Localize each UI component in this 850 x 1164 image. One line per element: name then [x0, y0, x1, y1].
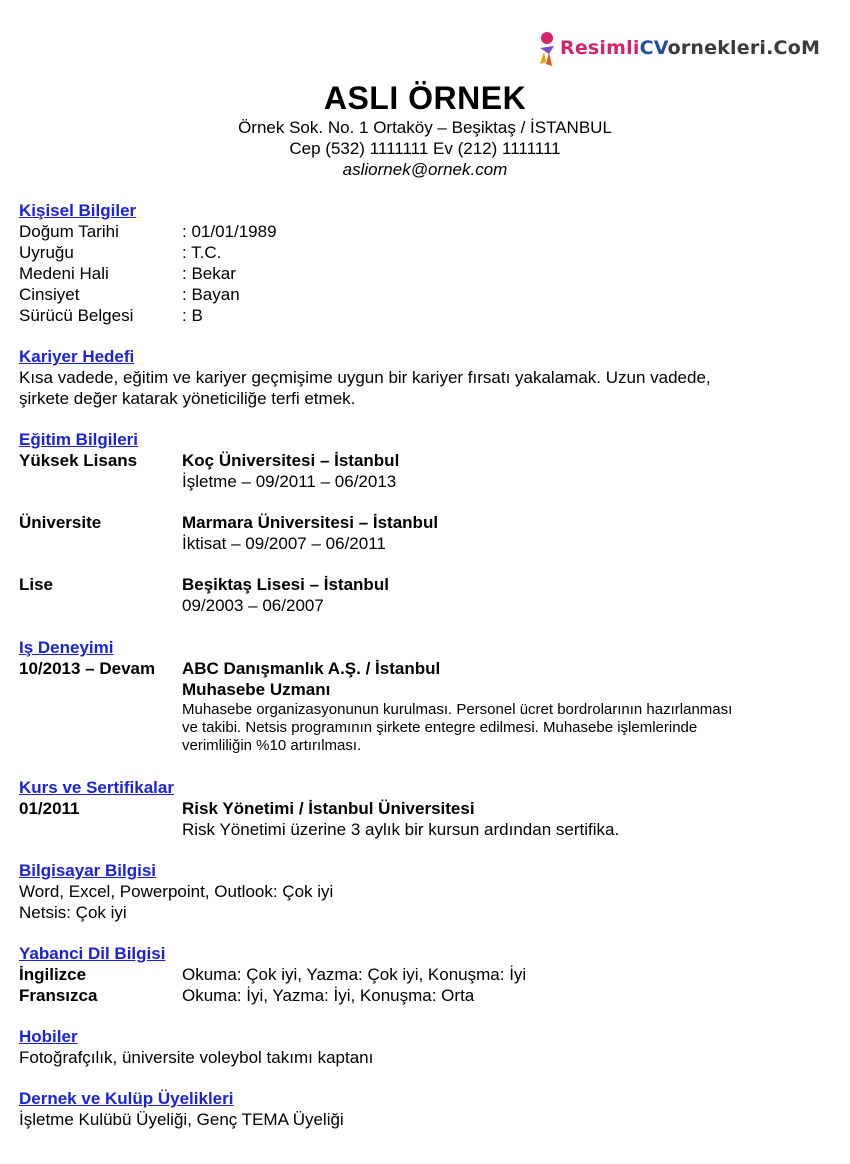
personal-label: Uyruğu	[19, 243, 74, 262]
education-detail: İşletme – 09/2011 – 06/2013	[182, 472, 397, 491]
section-career-title: Kariyer Hedefi	[19, 347, 135, 366]
section-personal-title: Kişisel Bilgiler	[19, 201, 137, 220]
education-detail: 09/2003 – 06/2007	[182, 596, 324, 615]
site-logo	[536, 24, 820, 72]
phone-numbers: Cep (532) 1111111 Ev (212) 1111111	[289, 139, 561, 158]
education-detail: İktisat – 09/2007 – 06/2011	[182, 534, 386, 553]
section-computer-title: Bilgisayar Bilgisi	[19, 861, 156, 880]
personal-label: Cinsiyet	[19, 285, 80, 304]
experience-role: Muhasebe Uzmanı	[182, 680, 331, 699]
education-level: Üniversite	[19, 513, 102, 532]
address: Örnek Sok. No. 1 Ortaköy – Beşiktaş / İSTANBUL	[238, 118, 612, 137]
section-education-title: Eğitim Bilgileri	[19, 430, 139, 449]
course-date: 01/2011	[19, 799, 80, 818]
section-courses-title: Kurs ve Sertifikalar	[19, 778, 174, 797]
education-level: Lise	[19, 575, 54, 594]
experience-description: Muhasebe organizasyonunun kurulması. Personel ücret bordrolarının hazırlanması	[182, 701, 733, 718]
education-school: Beşiktaş Lisesi – İstanbul	[182, 575, 389, 594]
language-level: Okuma: İyi, Yazma: İyi, Konuşma: Orta	[182, 986, 475, 1005]
education-school: Marmara Üniversitesi – İstanbul	[182, 513, 439, 532]
personal-value: : T.C.	[182, 243, 222, 262]
figure-icon	[536, 24, 562, 72]
section-languages-title: Yabanci Dil Bilgisi	[19, 944, 166, 963]
education-level: Yüksek Lisans	[19, 451, 138, 470]
personal-label: Doğum Tarihi	[19, 222, 119, 241]
experience-description: verimliliğin %10 artırılması.	[182, 737, 362, 754]
education-school: Koç Üniversitesi – İstanbul	[182, 451, 400, 470]
career-text: Kısa vadede, eğitim ve kariyer geçmişime uygun bir kariyer fırsatı yakalamak. Uzun vadede,	[19, 368, 711, 387]
personal-value: : Bayan	[182, 285, 240, 304]
experience-description: ve takibi. Netsis programının şirkete entegre edilmesi. Muhasebe işlemlerinde	[182, 719, 698, 736]
personal-label: Medeni Hali	[19, 264, 109, 283]
computer-skill: Word, Excel, Powerpoint, Outlook: Çok iyi	[19, 882, 334, 901]
logo-text: ResimliCVornekleri.CoM	[560, 37, 821, 59]
language-name: İngilizce	[19, 965, 87, 984]
language-level: Okuma: Çok iyi, Yazma: Çok iyi, Konuşma: İyi	[182, 965, 527, 984]
hobbies-text: Fotoğrafçılık, üniversite voleybol takımı kaptanı	[19, 1048, 374, 1067]
personal-value: : B	[182, 306, 203, 325]
candidate-name: ASLI ÖRNEK	[323, 80, 527, 116]
personal-value: : 01/01/1989	[182, 222, 277, 241]
personal-label: Sürücü Belgesi	[19, 306, 134, 325]
career-text: şirkete değer katarak yöneticiliğe terfi etmek.	[19, 389, 356, 408]
section-hobbies-title: Hobiler	[19, 1027, 78, 1046]
experience-period: 10/2013 – Devam	[19, 659, 156, 678]
language-name: Fransızca	[19, 986, 98, 1005]
experience-company: ABC Danışmanlık A.Ş. / İstanbul	[182, 659, 441, 678]
course-detail: Risk Yönetimi üzerine 3 aylık bir kursun ardından sertifika.	[182, 820, 620, 839]
personal-value: : Bekar	[182, 264, 236, 283]
email-address: asliornek@ornek.com	[342, 160, 508, 179]
clubs-text: İşletme Kulübü Üyeliği, Genç TEMA Üyeliği	[19, 1110, 344, 1129]
section-experience-title: Iş Deneyimi	[19, 638, 114, 657]
course-name: Risk Yönetimi / İstanbul Üniversitesi	[182, 799, 475, 818]
computer-skill: Netsis: Çok iyi	[19, 903, 127, 922]
section-clubs-title: Dernek ve Kulüp Üyelikleri	[19, 1089, 234, 1108]
